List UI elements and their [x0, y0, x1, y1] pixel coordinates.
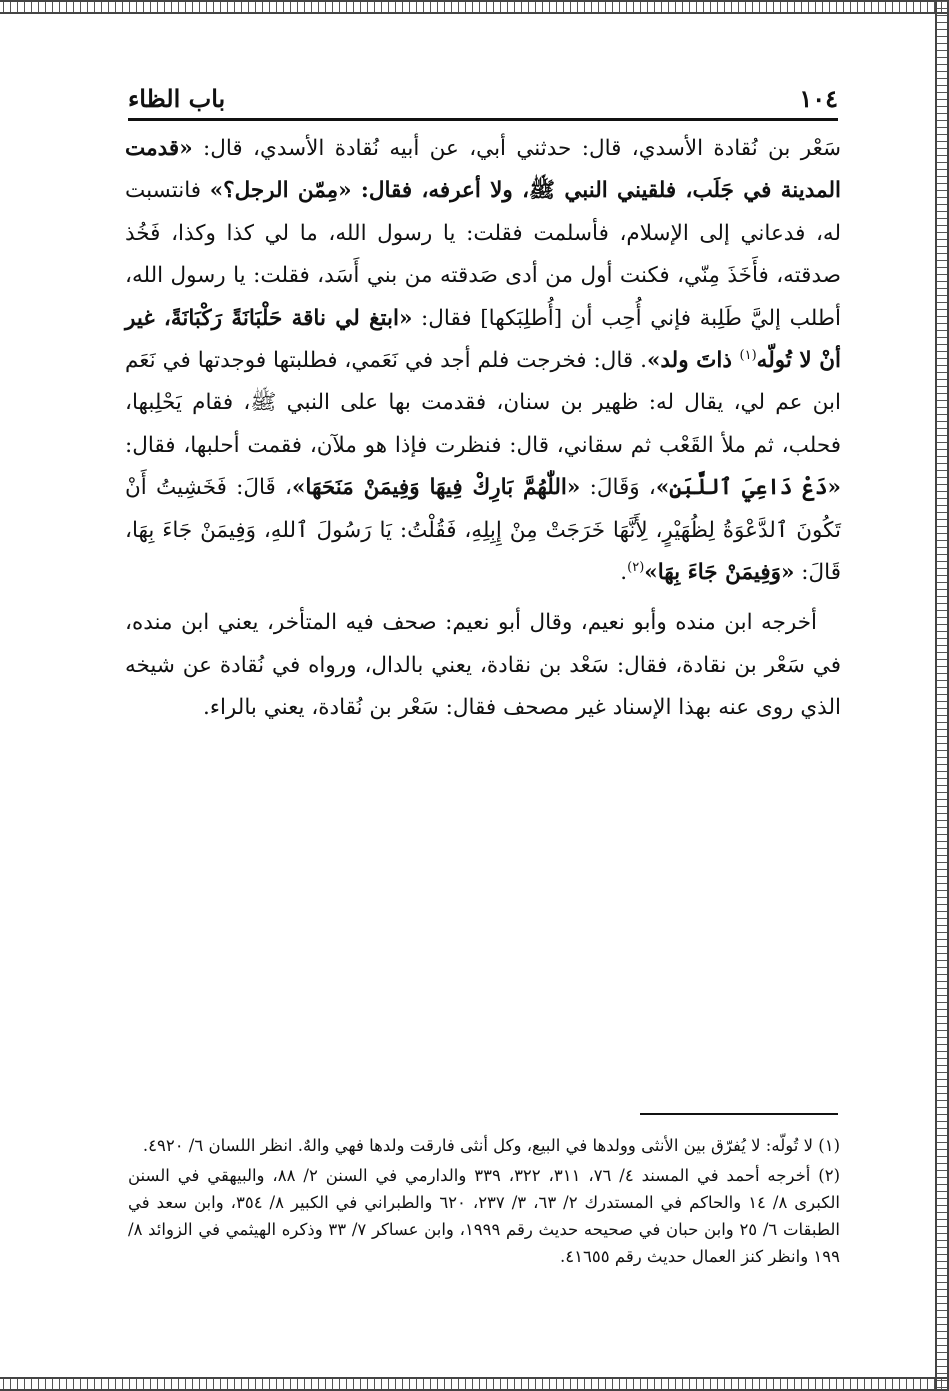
- text-run: فانتسبت له، فدعاني إلى الإسلام، فأسلمت فقلت: يا رسول الله، ما لي كذا وكذا، فَخُذ صدقته، فأَخَذَ مِنّي، فكنت أول من أدى صَدقته من بني أَسَد، فقلت: يا رسول الله، أطلب إليَّ طَلِبة فإني أُحِب أن [أُطلِبَكها] فقال:: [125, 178, 841, 331]
- page-border-bottom: [0, 1377, 949, 1391]
- quote-bold: «قدمت المدينة في جَلَب، فلقيني النبي ﷺ، ولا أعرفه، فقال:: [125, 136, 841, 204]
- text-run: ، وَقَالَ:: [580, 475, 656, 501]
- footnote-ref-1[interactable]: (١): [739, 347, 757, 363]
- quote-bold: «دَعْ دَاعِيَ ٱللَّبَنِ»: [655, 475, 841, 501]
- quote-bold: ذاتَ ولد»: [646, 348, 740, 374]
- paragraph-hadith: [125, 128, 841, 594]
- quote-bold: «ابتغ لي ناقة حَلْبَانَةً رَكْبَانَةً، غير أنْ لا تُولّه: [125, 305, 841, 374]
- main-text: [125, 128, 841, 730]
- text-run: ، قَالَ: فَخَشِيتُ أَنْ تَكُونَ ٱلدَّعْوَةُ لِظُهَيْرٍ، لِأَنَّهَا خَرَجَتْ مِنْ إِبِلِهِ، فَقُلْتُ: يَا رَسُولَ ٱللهِ، وَفِيمَنْ جَاءَ بِهَا، قَالَ:: [125, 475, 841, 586]
- footnote-divider: [640, 1113, 838, 1115]
- text-run: . قال: فخرجت فلم أجد في نَعَمي، فطلبتها فوجدتها في نَعَم ابن عم لي، يقال له: ظهير بن سنان، فقدمت بها على النبي ﷺ، فقام يَحْلِبها، فحلب، ثم ملأ القَعْب ثم سقاني، قال: فنظرت فإذا هو ملآن، فقمت أحلبها، فقال:: [125, 348, 841, 458]
- quote-bold: «اللّٰهُمَّ بَارِكْ فِيهَا وَفِيمَنْ مَنَحَهَا»: [291, 475, 581, 501]
- footnote-2: (٢) أخرجه أحمد في المسند ٤/ ٧٦، ٣١١، ٣٢٢، ٣٣٩ والدارمي في السنن ٢/ ٨٨، والبيهقي في السنن الكبرى ٨/ ١٤ والحاكم في المستدرك ٢/ ٦٣، ٣/ ٢٣٧، ٦٢٠ والطبراني في الكبير ٨/ ٣٥٤، وابن سعد في الطبقات ٦/ ٢٥ وابن حبان في صحيحه حديث رقم ١٩٩٩، وابن عساكر ٧/ ٣٣ وذكره الهيثمي في الزوائد ٨/ ١٩٩ وانظر كنز العمال حديث رقم ٤١٦٥٥.: [128, 1166, 841, 1266]
- page-border-right: [935, 0, 949, 1391]
- chapter-title: باب الظاء: [128, 83, 226, 113]
- footnote-1: (١) لا تُولّه: لا يُفرّق بين الأنثى وولدها في البيع، وكل أنثى فارقت ولدها فهي والهٌ. انظر اللسان ٦/ ٤٩٢٠.: [142, 1136, 840, 1155]
- text-run: .: [620, 560, 628, 586]
- page-header: [128, 78, 838, 121]
- quote-bold: «مِمّن الرجل؟»: [209, 178, 352, 204]
- paragraph-commentary: أخرجه ابن منده وأبو نعيم، وقال أبو نعيم: صحف فيه المتأخر، يعني ابن منده، في سَعْر بن نقادة، فقال: سَعْد بن نقادة، يعني بالدال، ورواه في نُقادة عن شيخه الذي روى عنه بهذا الإسناد غير مصحف فقال: سَعْر بن نُقادة، يعني بالراء.: [125, 610, 841, 721]
- quote-bold: «وَفِيمَنْ جَاءَ بِهَا»: [644, 560, 795, 586]
- footnote-ref-2[interactable]: (٢): [627, 559, 645, 575]
- page-border-top: [0, 0, 949, 14]
- text-run: سَعْر بن نُقادة الأسدي، قال: حدثني أبي، عن أبيه نُقادة الأسدي، قال:: [192, 136, 841, 161]
- footnotes: [128, 1132, 840, 1273]
- page-number: ١٠٤: [799, 83, 838, 113]
